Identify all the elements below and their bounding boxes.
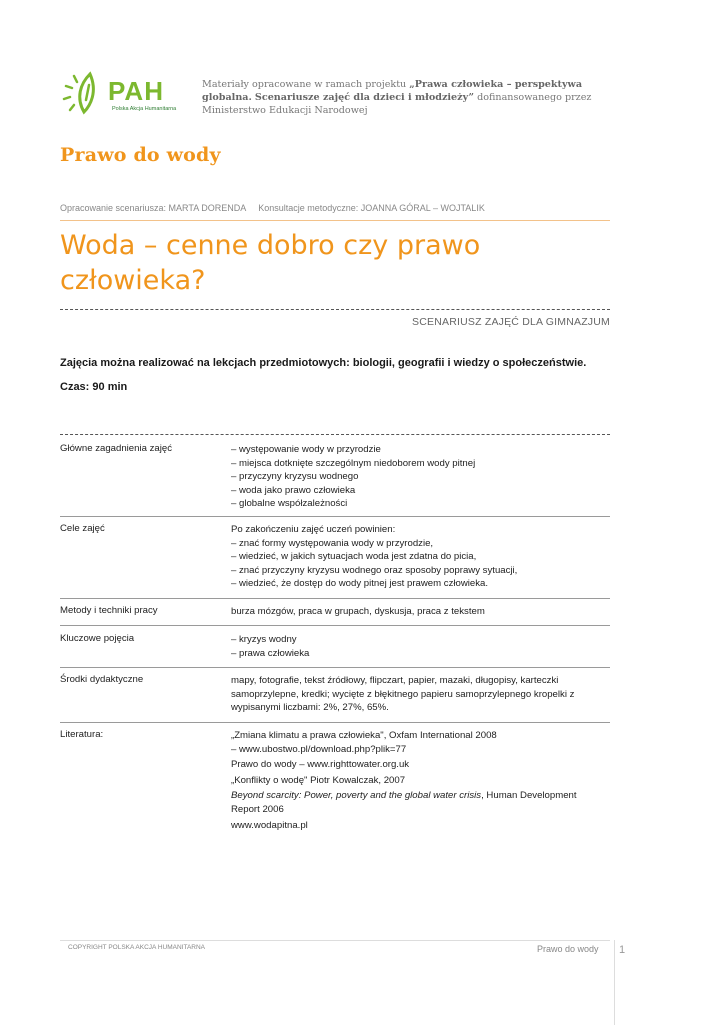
literature-italic-title: Beyond scarcity: Power, poverty and the global water crisis bbox=[231, 790, 482, 802]
row-value bbox=[231, 674, 611, 715]
row-label: Kluczowe pojęcia bbox=[60, 633, 135, 644]
footer-vertical-divider bbox=[614, 940, 615, 1025]
duration: Czas: 90 min bbox=[60, 381, 128, 393]
logo-subtitle: Polska Akcja Humanitarna bbox=[112, 106, 177, 112]
row-divider bbox=[60, 722, 610, 723]
literature-item: Prawo do wody – www.righttowater.org.uk bbox=[231, 759, 410, 771]
section-title: Prawo do wody bbox=[60, 144, 221, 166]
page-title: Woda – cenne dobro czy prawo człowieka? bbox=[60, 230, 481, 296]
literature-item: „Zmiana klimatu a prawa człowieka", Oxfam International 2008 bbox=[231, 730, 497, 741]
row-label: Cele zajęć bbox=[60, 523, 105, 534]
page-number: 1 bbox=[619, 944, 626, 956]
intro-funding: dofinansowanego przez Ministerstwo Edukacji Narodowej bbox=[202, 92, 592, 116]
list-item: – wiedzieć, że dostęp do wody pitnej jest prawem człowieka. bbox=[231, 578, 489, 590]
pah-logo bbox=[60, 70, 190, 120]
list-item: – miejsca dotknięte szczególnym niedoborem wody pitnej bbox=[231, 457, 476, 469]
list-item: – występowanie wody w przyrodzie bbox=[231, 444, 381, 455]
goals-intro: Po zakończeniu zajęć uczeń powinien: bbox=[231, 524, 396, 535]
footer-title: Prawo do wody bbox=[537, 944, 599, 954]
literature-link: www.wodapitna.pl bbox=[231, 819, 308, 831]
literature-publisher: , Human Development Report 2006 bbox=[231, 790, 577, 815]
lead-text: Zajęcia można realizować na lekcjach przedmiotowych: biologii, geografii i wiedzy o społeczeństwie. bbox=[60, 357, 587, 369]
list-item: – kryzys wodny bbox=[231, 634, 297, 645]
scenario-type: SCENARIUSZ ZAJĘĆ DLA GIMNAZJUM bbox=[412, 316, 610, 328]
literature-link: – www.ubostwo.pl/download.php?plik=77 bbox=[231, 743, 407, 755]
materials-value: mapy, fotografie, tekst źródłowy, flipczart, papier, mazaki, długopisy, karteczki samoprzylepne, kredki; wycięte z błękitnego papieru samoprzylepnego kropelki z wypisanymi liczbami: 2%, 27%, 65%. bbox=[231, 675, 575, 714]
literature-item: „Konflikty o wodę" Piotr Kowalczak, 2007 bbox=[231, 774, 406, 786]
row-label: Literatura: bbox=[60, 729, 104, 740]
row-divider bbox=[60, 625, 610, 626]
intro-project-name: „Prawa człowieka – perspektywa globalna. bbox=[202, 79, 583, 103]
row-value bbox=[231, 605, 611, 619]
row-label: Środki dydaktyczne bbox=[60, 674, 144, 685]
list-item: – globalne współzależności bbox=[231, 498, 348, 510]
list-item: – znać przyczyny kryzysu wodnego oraz sposoby poprawy sytuacji, bbox=[231, 564, 518, 576]
row-value bbox=[231, 443, 611, 511]
footer-divider bbox=[60, 940, 610, 941]
consult-credit: Konsultacje metodyczne: JOANNA GÓRAL – WOJTALIK bbox=[258, 203, 485, 213]
author-credit: Opracowanie scenariusza: MARTA DORENDA bbox=[60, 203, 247, 213]
list-item: – znać formy występowania wody w przyrodzie, bbox=[231, 537, 434, 549]
row-value bbox=[231, 523, 611, 591]
row-value bbox=[231, 633, 611, 660]
literature-item bbox=[231, 789, 591, 816]
intro-project-subtitle: Scenariusze zajęć dla dzieci i młodzieży” bbox=[254, 92, 475, 103]
row-label: Metody i techniki pracy bbox=[60, 605, 158, 616]
list-item: – prawa człowieka bbox=[231, 647, 310, 659]
intro-text: Materiały opracowane w ramach projektu bbox=[202, 79, 410, 90]
list-item: – przyczyny kryzysu wodnego bbox=[231, 471, 359, 483]
dashed-divider bbox=[60, 434, 610, 435]
divider bbox=[60, 220, 610, 221]
credits bbox=[60, 203, 485, 213]
row-value bbox=[231, 729, 611, 832]
methods-value: burza mózgów, praca w grupach, dyskusja, praca z tekstem bbox=[231, 606, 485, 617]
row-divider bbox=[60, 598, 610, 599]
row-divider bbox=[60, 667, 610, 668]
row-label: Główne zagadnienia zajęć bbox=[60, 443, 173, 454]
row-divider bbox=[60, 516, 610, 517]
logo-text: PAH bbox=[108, 76, 164, 106]
list-item: – woda jako prawo człowieka bbox=[231, 484, 356, 496]
project-intro bbox=[202, 78, 622, 117]
dashed-divider bbox=[60, 309, 610, 310]
list-item: – wiedzieć, w jakich sytuacjach woda jest zdatna do picia, bbox=[231, 551, 477, 563]
copyright: COPYRIGHT POLSKA AKCJA HUMANITARNA bbox=[68, 944, 206, 951]
